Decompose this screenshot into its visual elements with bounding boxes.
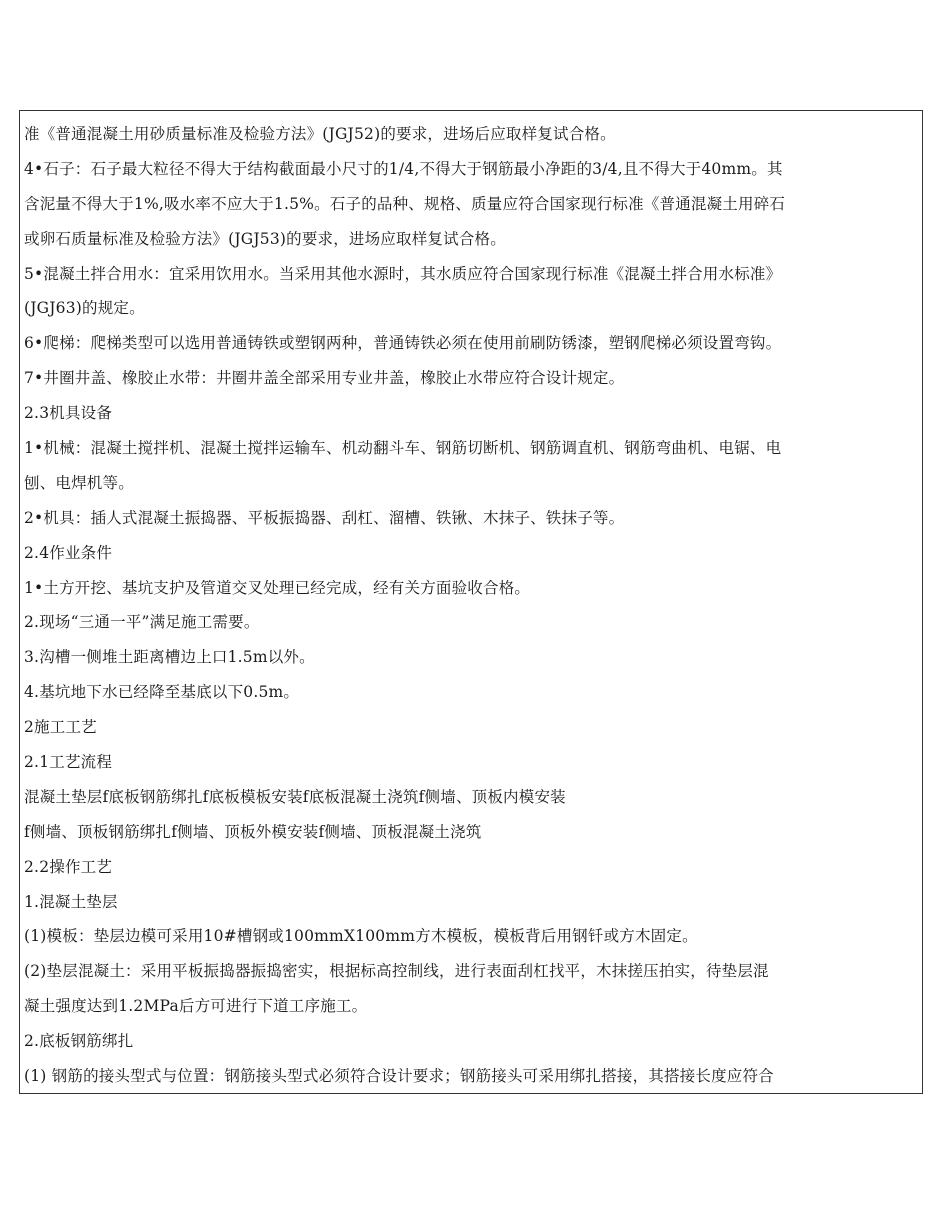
section-heading: 2.2操作工艺 [24,857,113,876]
section-heading: 2.4作业条件 [24,543,113,562]
section-heading: 2.3机具设备 [24,404,113,423]
text-line: 7•井圈井盖、橡胶止水带：井圈井盖全部采用专业井盖，橡胶止水带应符合设计规定。 [24,369,625,388]
section-heading: 1.混凝土垫层 [24,892,118,911]
text-line: 2.现场“三通一平”满足施工需要。 [24,613,260,632]
text-line: 刨、电焊机等。 [24,473,134,492]
text-line: 3.沟槽一侧堆土距离槽边上口1.5m以外。 [24,648,315,667]
section-heading: 2.1工艺流程 [24,753,113,772]
text-line: 混凝土垫层f底板钢筋绑扎f底板模板安装f底板混凝土浇筑f侧墙、顶板内模安装 [24,787,566,806]
section-heading: 2施工工艺 [24,718,97,737]
text-line: f侧墙、顶板钢筋绑扎f侧墙、顶板外模安装f侧墙、顶板混凝土浇筑 [24,822,482,841]
text-line: 凝土强度达到1.2MPa后方可进行下道工序施工。 [24,997,368,1016]
text-line: (2)垫层混凝土：采用平板振捣器振捣密实，根据标高控制线，进行表面刮杠找平，木抹搓压拍实，待垫层混 [24,962,769,981]
document-frame [19,110,923,1094]
text-line: 5•混凝土拌合用水：宜采用饮用水。当采用其他水源时，其水质应符合国家现行标准《混凝土拌合用水标准》 [24,264,782,283]
text-line: 6•爬梯：爬梯类型可以选用普通铸铁或塑钢两种，普通铸铁必须在使用前刷防锈漆，塑钢爬梯必须设置弯钩。 [24,334,782,353]
text-line: 准《普通混凝土用砂质量标准及检验方法》(JGJ52)的要求，进场后应取样复试合格。 [24,125,616,143]
section-heading: 2.底板钢筋绑扎 [24,1032,134,1051]
text-line: 含泥量不得大于1%,吸水率不应大于1.5%。石子的品种、规格、质量应符合国家现行标准《普通混凝土用碎石 [24,194,786,213]
document-body [24,117,918,1094]
text-line: 或卵石质量标准及检验方法》(JGJ53)的要求，进场应取样复试合格。 [24,229,506,248]
text-line: 4•石子：石子最大粒径不得大于结构截面最小尺寸的1/4,不得大于钢筋最小净距的3/4,且不得大于40mm。其 [24,159,783,178]
text-line: 2•机具：插人式混凝土振捣器、平板振捣器、刮杠、溜槽、铁锹、木抹子、铁抹子等。 [24,508,625,527]
text-line: 1•土方开挖、基坑支护及管道交叉处理已经完成，经有关方面验收合格。 [24,578,531,597]
text-line: (JGJ63)的规定。 [24,299,145,318]
text-line: 1•机械：混凝土搅拌机、混凝土搅拌运输车、机动翻斗车、钢筋切断机、钢筋调直机、钢筋弯曲机、电锯、电 [24,439,782,458]
text-line: (1) 钢筋的接头型式与位置：钢筋接头型式必须符合设计要求；钢筋接头可采用绑扎搭接，其搭接长度应符合 [24,1067,774,1086]
text-line: (1)模板：垫层边模可采用10#槽钢或100mmX100mm方木模板，模板背后用钢钎或方木固定。 [24,927,698,946]
text-line: 4.基坑地下水已经降至基底以下0.5m。 [24,683,300,702]
